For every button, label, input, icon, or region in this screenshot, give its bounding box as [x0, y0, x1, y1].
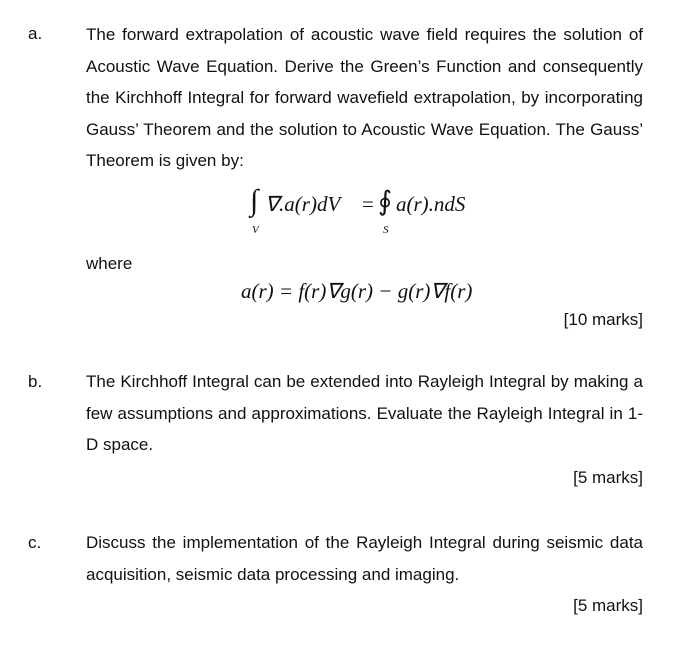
part-a-marks: [10 marks] [563, 310, 643, 329]
volume-subscript: V [252, 224, 259, 236]
part-b-text: The Kirchhoff Integral can be extended into Rayleigh Integral by making a few assumptions and approximations. Evaluate the Rayleigh Integral in 1-D space. [86, 372, 643, 455]
surface-integral-sign: ∮ [378, 186, 393, 216]
part-b-marks: [5 marks] [573, 468, 643, 487]
lhs-integrand: ∇.a(r)dV [265, 192, 341, 216]
part-b-label: b. [28, 372, 43, 391]
part-a-label: a. [28, 24, 43, 43]
rhs-integrand: a(r).ndS [396, 192, 466, 216]
equals-sign: = [362, 192, 374, 216]
vector-field-definition: a(r) = f(r)∇g(r) − g(r)∇f(r) [241, 279, 473, 303]
part-c-text: Discuss the implementation of the Rayleigh Integral during seismic data acquisition, seismic data processing and imaging. [86, 533, 643, 584]
part-c-label: c. [28, 533, 42, 552]
part-c-marks: [5 marks] [573, 596, 643, 615]
surface-subscript: S [383, 224, 389, 236]
volume-integral-sign: ∫ [250, 184, 259, 217]
where-label: where [86, 254, 133, 273]
part-a-text: The forward extrapolation of acoustic wave field requires the solution of Acoustic Wave Equation. Derive the Green’s Function and consequently the Kirchhoff Integral for forward wavefield extrapolation, by incorporating Gauss’ Theorem and the solution to Acoustic Wave Equation. The Gauss’ Theorem is given by: [86, 25, 643, 171]
